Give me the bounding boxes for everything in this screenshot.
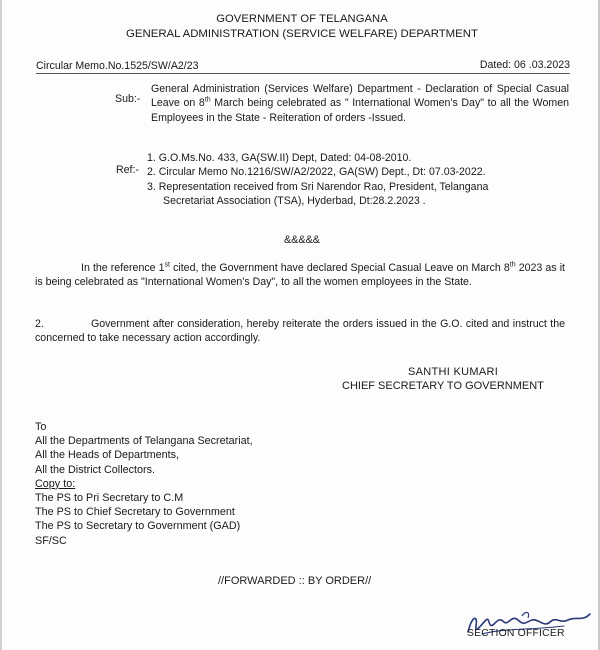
reference-item: 3. Representation received from Sri Narendor Rao, President, Telangana bbox=[147, 180, 489, 193]
memo-number: Circular Memo.No.1525/SW/A2/23 bbox=[36, 60, 199, 72]
copy-item: SF/SC bbox=[35, 534, 67, 547]
recipient-item: All the Heads of Departments, bbox=[35, 449, 180, 462]
recipient-item: All the Departments of Telangana Secretariat, bbox=[35, 435, 253, 448]
section-officer-label: SECTION OFFICER bbox=[467, 628, 565, 639]
recipient-item: All the District Collectors. bbox=[35, 463, 155, 476]
reference-item: 1. G.O.Ms.No. 433, GA(SW.II) Dept, Dated: 04-08-2010. bbox=[147, 152, 412, 164]
subject-label: Sub:- bbox=[115, 93, 141, 105]
forwarded-by-order: //FORWARDED :: BY ORDER// bbox=[218, 575, 372, 587]
subject-superscript: th bbox=[204, 96, 211, 104]
memo-date: Dated: 06 .03.2023 bbox=[479, 59, 570, 71]
government-heading: GOVERNMENT OF TELANGANA bbox=[216, 13, 388, 25]
memo-header-row bbox=[36, 58, 570, 74]
reference-item: 2. Circular Memo No.1216/SW/A2/2022, GA(SW) Dept., Dt: 07.03-2022. bbox=[147, 166, 486, 179]
copy-item: The PS to Secretary to Government (GAD) bbox=[35, 520, 241, 533]
reference-item: Secretariat Association (TSA), Hyderbad, Dt:28.2.2023 . bbox=[163, 195, 426, 208]
copy-item: The PS to Chief Secretary to Government bbox=[35, 506, 235, 519]
paragraph-number: 2. bbox=[35, 318, 44, 330]
subject-text: General Administration (Services Welfare) Department - Declaration of Special Casual Leave on 8th March being celebrated as " International Women's Day" to all the Women Employees in the State - Reiteration of orders -Issued. bbox=[151, 83, 569, 124]
signatory-name: SANTHI KUMARI bbox=[408, 366, 499, 378]
paragraph-2: 2. Government after consideration, hereby reiterate the orders issued in the G.O. cited and instruct the concerned to take necessary action accordingly. bbox=[35, 318, 565, 345]
department-heading: GENERAL ADMINISTRATION (SERVICE WELFARE) DEPARTMENT bbox=[126, 28, 478, 40]
to-label: To bbox=[35, 421, 47, 433]
signatory-title: CHIEF SECRETARY TO GOVERNMENT bbox=[342, 380, 544, 392]
paragraph-1: In the reference 1st cited, the Government have declared Special Casual Leave on March 8th 2023 as it is being celebrated as "International Women's Day", to all the women employees in the State. bbox=[35, 261, 565, 289]
reference-list bbox=[147, 151, 567, 209]
copy-item: The PS to Pri Secretary to C.M bbox=[35, 492, 184, 505]
recipients-block bbox=[35, 420, 253, 548]
reference-label: Ref:- bbox=[116, 164, 139, 176]
section-separator: &&&&& bbox=[283, 234, 320, 246]
copy-to-label: Copy to: bbox=[35, 477, 76, 490]
